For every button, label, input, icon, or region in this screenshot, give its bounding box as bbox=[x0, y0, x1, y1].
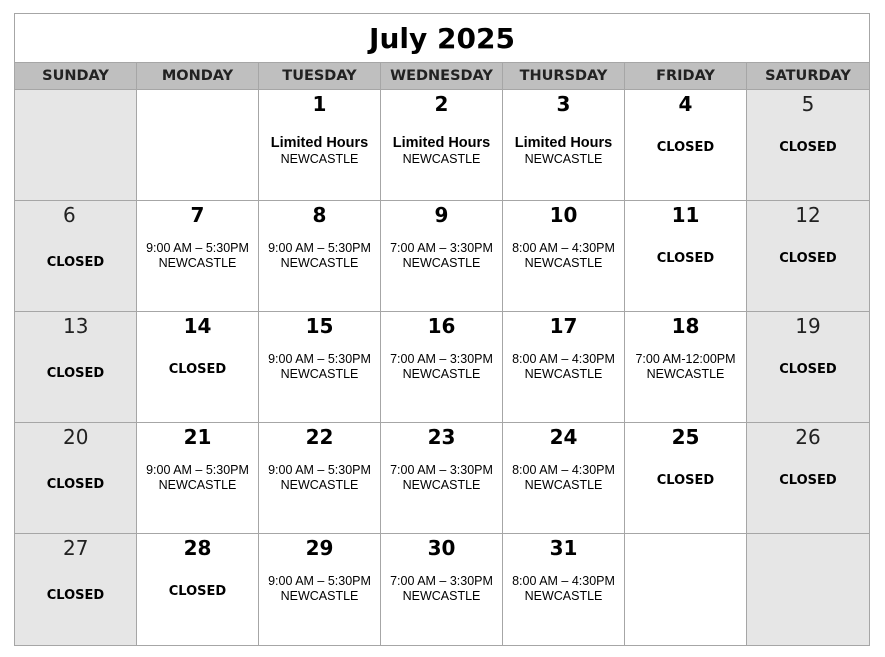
location-text: NEWCASTLE bbox=[402, 478, 481, 492]
day-cell-3 bbox=[503, 90, 625, 201]
hours-block bbox=[137, 463, 258, 493]
day-cell-20 bbox=[15, 423, 137, 534]
day-number: 25 bbox=[671, 425, 700, 449]
day-cell-21 bbox=[137, 423, 259, 534]
hours-block bbox=[381, 241, 502, 271]
location-text: NEWCASTLE bbox=[646, 367, 725, 381]
calendar-grid bbox=[15, 90, 869, 645]
day-number: 10 bbox=[549, 203, 578, 227]
day-cell-25 bbox=[625, 423, 747, 534]
location-text: NEWCASTLE bbox=[280, 152, 359, 166]
day-number: 1 bbox=[312, 92, 327, 116]
location-text: NEWCASTLE bbox=[524, 152, 603, 166]
location-text: NEWCASTLE bbox=[158, 256, 237, 270]
hours-block bbox=[259, 135, 380, 167]
day-cell-6 bbox=[15, 201, 137, 312]
location-text: NEWCASTLE bbox=[280, 256, 359, 270]
location-text: NEWCASTLE bbox=[524, 478, 603, 492]
day-cell-23 bbox=[381, 423, 503, 534]
day-number: 29 bbox=[305, 536, 334, 560]
day-number: 16 bbox=[427, 314, 456, 338]
day-number: 17 bbox=[549, 314, 578, 338]
hours-text: 8:00 AM – 4:30PM bbox=[512, 574, 615, 588]
day-number: 12 bbox=[795, 203, 821, 227]
empty-day-cell bbox=[15, 90, 137, 201]
hours-text: 7:00 AM – 3:30PM bbox=[390, 241, 493, 255]
day-number: 4 bbox=[678, 92, 693, 116]
day-cell-9 bbox=[381, 201, 503, 312]
empty-day-cell bbox=[747, 534, 869, 645]
day-number: 6 bbox=[63, 203, 76, 227]
location-text: NEWCASTLE bbox=[158, 478, 237, 492]
hours-text: 9:00 AM – 5:30PM bbox=[146, 463, 249, 477]
location-text: NEWCASTLE bbox=[402, 152, 481, 166]
day-cell-4 bbox=[625, 90, 747, 201]
hours-block bbox=[259, 463, 380, 493]
hours-text: 9:00 AM – 5:30PM bbox=[268, 574, 371, 588]
closed-status: CLOSED bbox=[168, 362, 227, 377]
day-number: 20 bbox=[63, 425, 89, 449]
hours-text: 8:00 AM – 4:30PM bbox=[512, 463, 615, 477]
day-number: 11 bbox=[671, 203, 700, 227]
day-cell-31 bbox=[503, 534, 625, 645]
hours-block bbox=[503, 463, 624, 493]
hours-text: 9:00 AM – 5:30PM bbox=[268, 241, 371, 255]
hours-block bbox=[625, 352, 746, 382]
day-number: 18 bbox=[671, 314, 700, 338]
hours-text: 8:00 AM – 4:30PM bbox=[512, 241, 615, 255]
day-cell-7 bbox=[137, 201, 259, 312]
day-cell-12 bbox=[747, 201, 869, 312]
weekday-header-thursday: THURSDAY bbox=[503, 63, 625, 90]
hours-block bbox=[503, 135, 624, 167]
empty-day-cell bbox=[137, 90, 259, 201]
hours-block bbox=[259, 241, 380, 271]
day-number: 22 bbox=[305, 425, 334, 449]
hours-text: Limited Hours bbox=[392, 135, 491, 151]
day-cell-29 bbox=[259, 534, 381, 645]
location-text: NEWCASTLE bbox=[280, 367, 359, 381]
day-cell-10 bbox=[503, 201, 625, 312]
weekday-header-saturday: SATURDAY bbox=[747, 63, 869, 90]
location-text: NEWCASTLE bbox=[402, 256, 481, 270]
location-text: NEWCASTLE bbox=[402, 367, 481, 381]
day-cell-15 bbox=[259, 312, 381, 423]
closed-status: CLOSED bbox=[46, 255, 105, 270]
closed-status: CLOSED bbox=[779, 473, 837, 488]
location-text: NEWCASTLE bbox=[280, 589, 359, 603]
closed-status: CLOSED bbox=[46, 588, 105, 603]
closed-status: CLOSED bbox=[46, 477, 105, 492]
calendar bbox=[14, 13, 870, 646]
day-number: 3 bbox=[556, 92, 571, 116]
day-number: 8 bbox=[312, 203, 327, 227]
closed-status: CLOSED bbox=[779, 140, 837, 155]
day-number: 31 bbox=[549, 536, 578, 560]
day-cell-22 bbox=[259, 423, 381, 534]
day-number: 9 bbox=[434, 203, 449, 227]
weekday-header-row bbox=[15, 63, 869, 90]
hours-text: 9:00 AM – 5:30PM bbox=[268, 463, 371, 477]
hours-block bbox=[259, 574, 380, 604]
closed-status: CLOSED bbox=[656, 251, 715, 266]
hours-text: 7:00 AM – 3:30PM bbox=[390, 352, 493, 366]
closed-status: CLOSED bbox=[656, 473, 715, 488]
empty-day-cell bbox=[625, 534, 747, 645]
location-text: NEWCASTLE bbox=[402, 589, 481, 603]
day-number: 23 bbox=[427, 425, 456, 449]
day-cell-16 bbox=[381, 312, 503, 423]
hours-block bbox=[503, 352, 624, 382]
calendar-title: July 2025 bbox=[15, 14, 869, 63]
hours-text: 9:00 AM – 5:30PM bbox=[146, 241, 249, 255]
day-cell-5 bbox=[747, 90, 869, 201]
day-number: 15 bbox=[305, 314, 334, 338]
weekday-header-monday: MONDAY bbox=[137, 63, 259, 90]
location-text: NEWCASTLE bbox=[280, 478, 359, 492]
hours-text: 7:00 AM-12:00PM bbox=[635, 352, 736, 366]
day-cell-2 bbox=[381, 90, 503, 201]
location-text: NEWCASTLE bbox=[524, 367, 603, 381]
hours-text: 7:00 AM – 3:30PM bbox=[390, 574, 493, 588]
day-cell-28 bbox=[137, 534, 259, 645]
weekday-header-wednesday: WEDNESDAY bbox=[381, 63, 503, 90]
hours-block bbox=[259, 352, 380, 382]
hours-block bbox=[381, 574, 502, 604]
day-cell-8 bbox=[259, 201, 381, 312]
closed-status: CLOSED bbox=[779, 362, 837, 377]
hours-block bbox=[381, 135, 502, 167]
weekday-header-tuesday: TUESDAY bbox=[259, 63, 381, 90]
closed-status: CLOSED bbox=[656, 140, 715, 155]
day-cell-24 bbox=[503, 423, 625, 534]
closed-status: CLOSED bbox=[46, 366, 105, 381]
day-number: 27 bbox=[63, 536, 89, 560]
day-cell-13 bbox=[15, 312, 137, 423]
day-number: 21 bbox=[183, 425, 212, 449]
day-number: 13 bbox=[63, 314, 89, 338]
day-number: 19 bbox=[795, 314, 821, 338]
closed-status: CLOSED bbox=[168, 584, 227, 599]
day-number: 26 bbox=[795, 425, 821, 449]
day-cell-17 bbox=[503, 312, 625, 423]
hours-text: Limited Hours bbox=[270, 135, 369, 151]
day-number: 7 bbox=[190, 203, 205, 227]
hours-block bbox=[503, 241, 624, 271]
hours-text: Limited Hours bbox=[514, 135, 613, 151]
day-cell-19 bbox=[747, 312, 869, 423]
day-number: 2 bbox=[434, 92, 449, 116]
day-cell-27 bbox=[15, 534, 137, 645]
hours-block bbox=[381, 463, 502, 493]
day-number: 24 bbox=[549, 425, 578, 449]
weekday-header-sunday: SUNDAY bbox=[15, 63, 137, 90]
day-number: 30 bbox=[427, 536, 456, 560]
hours-block bbox=[381, 352, 502, 382]
day-number: 14 bbox=[183, 314, 212, 338]
day-cell-1 bbox=[259, 90, 381, 201]
weekday-header-friday: FRIDAY bbox=[625, 63, 747, 90]
hours-block bbox=[503, 574, 624, 604]
day-number: 5 bbox=[801, 92, 815, 116]
hours-block bbox=[137, 241, 258, 271]
day-cell-26 bbox=[747, 423, 869, 534]
day-cell-11 bbox=[625, 201, 747, 312]
hours-text: 9:00 AM – 5:30PM bbox=[268, 352, 371, 366]
location-text: NEWCASTLE bbox=[524, 256, 603, 270]
day-number: 28 bbox=[183, 536, 212, 560]
closed-status: CLOSED bbox=[779, 251, 837, 266]
day-cell-18 bbox=[625, 312, 747, 423]
day-cell-14 bbox=[137, 312, 259, 423]
hours-text: 8:00 AM – 4:30PM bbox=[512, 352, 615, 366]
location-text: NEWCASTLE bbox=[524, 589, 603, 603]
day-cell-30 bbox=[381, 534, 503, 645]
hours-text: 7:00 AM – 3:30PM bbox=[390, 463, 493, 477]
